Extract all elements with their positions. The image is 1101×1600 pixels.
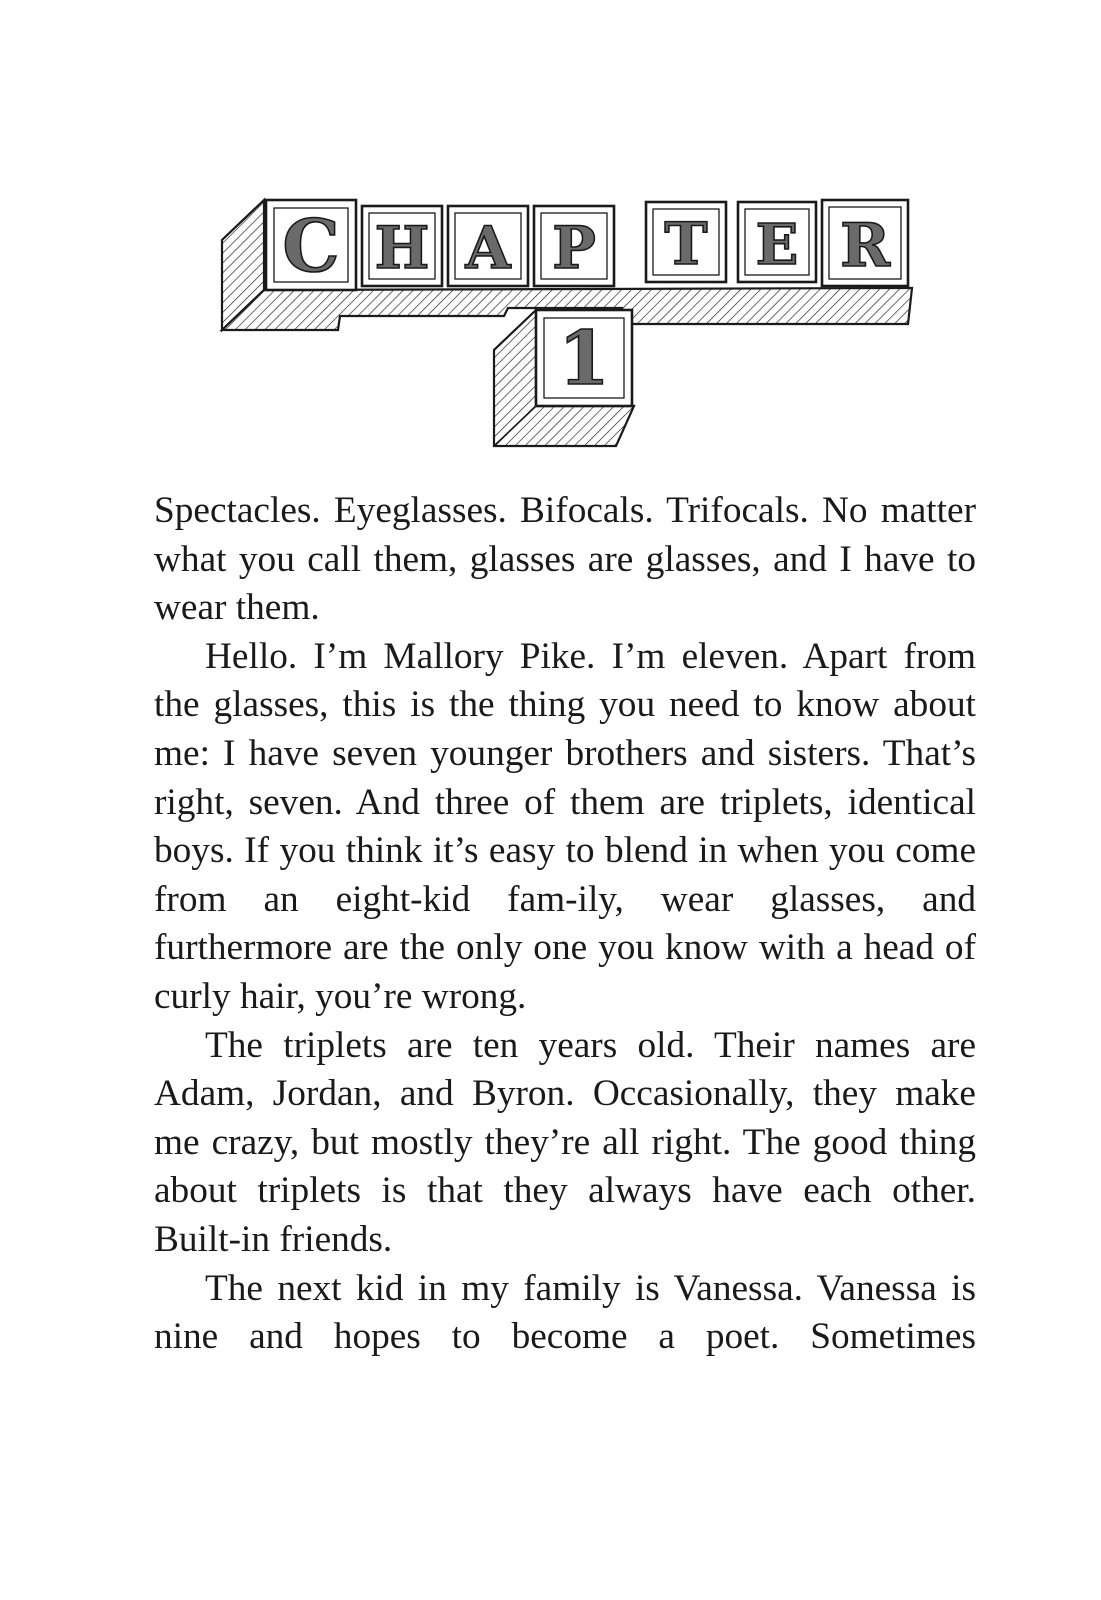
chapter-letter: H	[374, 214, 430, 282]
letter-block	[738, 202, 816, 282]
letter-block	[646, 202, 726, 282]
chapter-letter: R	[840, 211, 890, 281]
chapter-number: 1	[558, 316, 610, 402]
chapter-word	[266, 200, 908, 290]
letter-block	[362, 206, 442, 286]
body-text	[154, 487, 976, 1362]
letter-block	[448, 206, 528, 286]
paragraph: The next kid in my family is Vanessa. Vanessa is nine and hopes to become a poet. Sometimes	[154, 1267, 976, 1358]
letter-block	[266, 200, 356, 290]
chapter-letter: P	[552, 214, 596, 282]
paragraph: Hello. I’m Mallory Pike. I’m eleven. Apart from the glasses, this is the thing you need to know about me: I have seven younger brothers and sisters. That’s right, seven. And three of them are triplets, identical boys. If you think it’s easy to blend in when you come from an eight-kid fam-ily, wear glasses, and furthermore are the only one you know with a head of curly hair, you’re wrong.	[154, 635, 976, 1017]
chapter-letter: A	[465, 214, 511, 282]
chapter-letter: E	[755, 212, 799, 278]
chapter-number-block	[536, 310, 632, 406]
chapter-letter: T	[664, 210, 708, 278]
paragraph: The triplets are ten years old. Their names are Adam, Jordan, and Byron. Occasionally, they make me crazy, but mostly they’re all right. The good thing about triplets is that they always have each other. Built-in friends.	[154, 1024, 976, 1260]
chapter-letter: C	[282, 203, 340, 288]
letter-block	[822, 200, 908, 286]
letter-block	[534, 206, 614, 286]
chapter-heading	[218, 188, 918, 448]
paragraph: Spectacles. Eyeglasses. Bifocals. Trifocals. No matter what you call them, glasses are glasses, and I have to wear them.	[154, 490, 976, 629]
